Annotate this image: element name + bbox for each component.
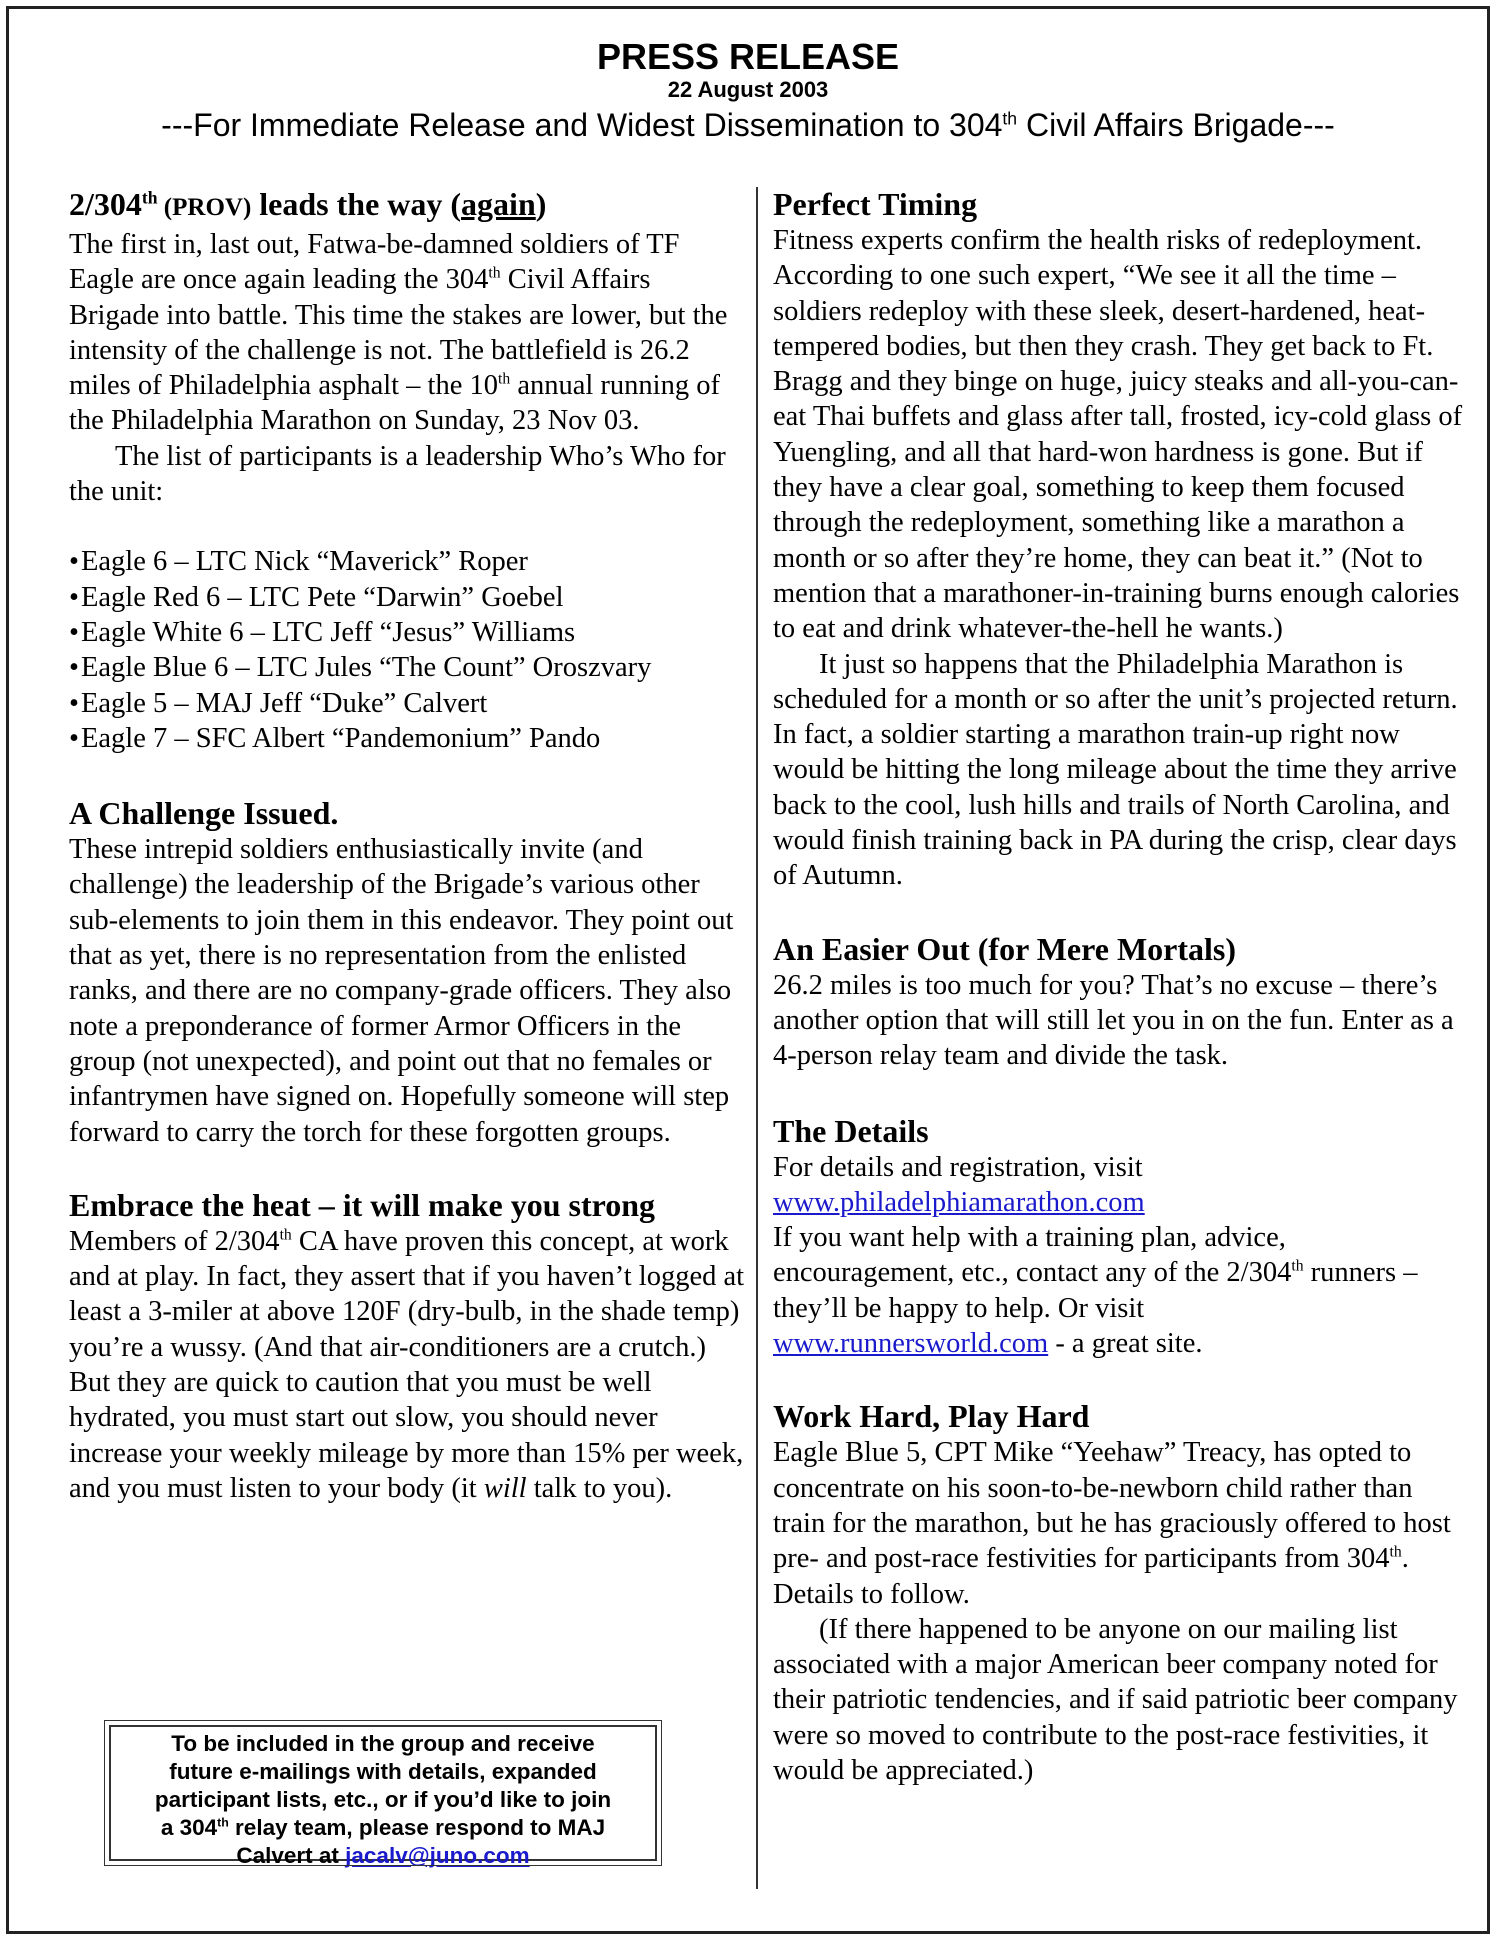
list-item: • Eagle Blue 6 – LTC Jules “The Count” Oroszvary (69, 650, 745, 685)
tagline-text: ---For Immediate Release and Widest Dissemination to 304 (161, 107, 1003, 143)
perfect-timing-paragraph: Fitness experts confirm the health risks of redeployment. According to one such expert, “We see it all the time – soldiers redeploy with these sleek, desert-hardened, heat-tempered bodies, but then they crash. They get back to Ft. Bragg and they binge on huge, juicy steaks and all-you-can-eat Thai buffets and glass after tall, frosted, icy-cold glass of Yuengling, and all that hard-won hardness is gone. But if they have a clear goal, something to keep them focused through the redeployment, something like a marathon a month or so after they’re home, they can beat it.” (Not to mention that a marathoner-in-training burns enough calories to eat and drink whatever-the-hell he wants.) (773, 225, 1463, 645)
tagline-sup: th (1002, 108, 1018, 129)
callout-line: participant lists, etc., or if you’d like to join (154, 1787, 612, 1812)
work-hard-paragraph-2: (If there happened to be anyone on our mailing list associated with a major American beer company noted for their patriotic tendencies, and if said patriotic beer company were so moved to contribute to the post-race festivities, it would be appreciated.) (773, 1613, 1458, 1786)
para-text: runners – they’ll be happy to help. Or visit (773, 1257, 1418, 1324)
para-text: annual running of the Philadelphia Marathon on Sunday, 23 Nov 03. (69, 370, 720, 437)
para-text: talk to you). (526, 1472, 673, 1504)
callout-line: To be included in the group and receive (171, 1731, 595, 1756)
callout-line (111, 1842, 655, 1870)
list-item: • Eagle 5 – MAJ Jeff “Duke” Calvert (69, 686, 745, 721)
para-sup: th (279, 1226, 292, 1244)
section-title-details: The Details (773, 1112, 929, 1149)
title-again-underlined: again (461, 186, 536, 222)
leads-the-way-paragraph (69, 227, 745, 439)
participant-list (69, 544, 745, 756)
para-sup: th (1291, 1257, 1304, 1275)
column-divider (756, 187, 758, 1889)
callout-text: relay team, please respond to MAJ (228, 1815, 606, 1840)
callout-sup: th (217, 1815, 229, 1830)
press-release-page (6, 6, 1490, 1934)
right-column (773, 185, 1463, 1788)
list-item: • Eagle 6 – LTC Nick “Maverick” Roper (69, 544, 745, 579)
section-title-perfect-timing: Perfect Timing (773, 186, 978, 222)
para-text: Members of 2/304 (69, 1225, 280, 1257)
title-sup: th (141, 187, 158, 208)
section-title-embrace-heat: Embrace the heat – it will make you strong (69, 1186, 656, 1223)
section-title-easier-out: An Easier Out (for Mere Mortals) (773, 930, 1236, 967)
para-sup: th (1389, 1543, 1402, 1561)
para-sup: th (498, 370, 511, 388)
para-text: CA have proven this concept, at work and at play. In fact, they assert that if you haven’t logged at least a 3-miler at above 120F (dry-bulb, in the shade temp) you’re a wussy. (And that air-conditioners are a crutch.) But they are quick to caution that you must be well hydrated, you must start out slow, you should never increase your weekly mileage by more than 15% per week, and you must listen to your body (it (69, 1225, 745, 1504)
runners-world-link[interactable]: www.runnersworld.com (773, 1328, 1049, 1360)
release-tagline (9, 105, 1487, 145)
email-link[interactable]: jacalv@juno.com (345, 1843, 530, 1868)
callout-text: a 304 (160, 1815, 218, 1840)
philadelphia-marathon-link[interactable]: www.philadelphiamarathon.com (773, 1186, 1145, 1218)
participants-intro: The list of participants is a leadership Who’s Who for the unit: (69, 440, 726, 508)
details-paragraph (773, 1150, 1463, 1362)
title-part: leads the way ( (251, 186, 462, 222)
perfect-timing-paragraph-2: It just so happens that the Philadelphia Marathon is scheduled for a month or so after the unit’s projected return. In fact, a soldier starting a marathon train-up right now would be hitting the long mileage about the time they arrive back to the cool, lush hills and trails of North Carolina, and would finish training back in PA during the crisp, clear days of Autumn. (773, 648, 1458, 892)
challenge-paragraph: These intrepid soldiers enthusiastically invite (and challenge) the leadership of the Brigade’s various other sub-elements to join them in this endeavor. They point out that as yet, there is no representation from the enlisted ranks, and there are no company-grade officers. They also note a preponderance of former Armor Officers in the group (not unexpected), and point out that no females or infantrymen have signed on. Hopefully someone will step forward to carry the torch for these forgotten groups. (69, 834, 734, 1148)
para-emphasis: will (483, 1472, 527, 1504)
easier-out-paragraph: 26.2 miles is too much for you? That’s no excuse – there’s another option that will still let you in on the fun. Enter as a 4-person relay team and divide the task. (773, 969, 1454, 1072)
para-text: Eagle Blue 5, CPT Mike “Yeehaw” Treacy, has opted to concentrate on his soon-to-be-newborn child rather than train for the marathon, but he has graciously offered to host pre- and post-race festivities for participants from 304 (773, 1437, 1451, 1575)
para-text: - a great site. (1048, 1328, 1203, 1360)
left-column (69, 185, 745, 1506)
para-sup: th (488, 264, 501, 282)
page-title: PRESS RELEASE (596, 36, 900, 77)
para-text: The first in, last out, Fatwa-be-damned soldiers of TF Eagle are once again leading the 304 (69, 229, 680, 296)
response-callout-box (109, 1725, 657, 1868)
para-text: If you want help with a training plan, advice, encouragement, etc., contact any of the 2/304 (773, 1222, 1292, 1289)
para-text: . Details to follow. (773, 1543, 1409, 1610)
title-part: 2/304 (69, 186, 142, 222)
callout-line: future e-mailings with details, expanded (169, 1759, 597, 1784)
tagline-text-end: Civil Affairs Brigade--- (1017, 107, 1335, 143)
title-part: (PROV) (157, 194, 252, 221)
title-part: ) (535, 186, 547, 222)
header (9, 37, 1487, 145)
para-text: For details and registration, visit (773, 1151, 1143, 1183)
section-title-challenge: A Challenge Issued. (69, 795, 339, 832)
release-date: 22 August 2003 (667, 77, 829, 102)
work-hard-paragraph (773, 1435, 1463, 1611)
list-item: • Eagle White 6 – LTC Jeff “Jesus” Williams (69, 615, 745, 650)
embrace-heat-paragraph (69, 1224, 745, 1506)
section-title-work-hard: Work Hard, Play Hard (773, 1398, 1090, 1435)
para-text: Civil Affairs Brigade into battle. This time the stakes are lower, but the intensity of the challenge is not. The battlefield is 26.2 miles of Philadelphia asphalt – the 10 (69, 264, 728, 402)
list-item: • Eagle 7 – SFC Albert “Pandemonium” Pando (69, 721, 745, 756)
list-item: • Eagle Red 6 – LTC Pete “Darwin” Goebel (69, 580, 745, 615)
section-title-leads-the-way (69, 185, 745, 227)
callout-text: Calvert at (236, 1843, 346, 1868)
callout-line (111, 1814, 655, 1842)
